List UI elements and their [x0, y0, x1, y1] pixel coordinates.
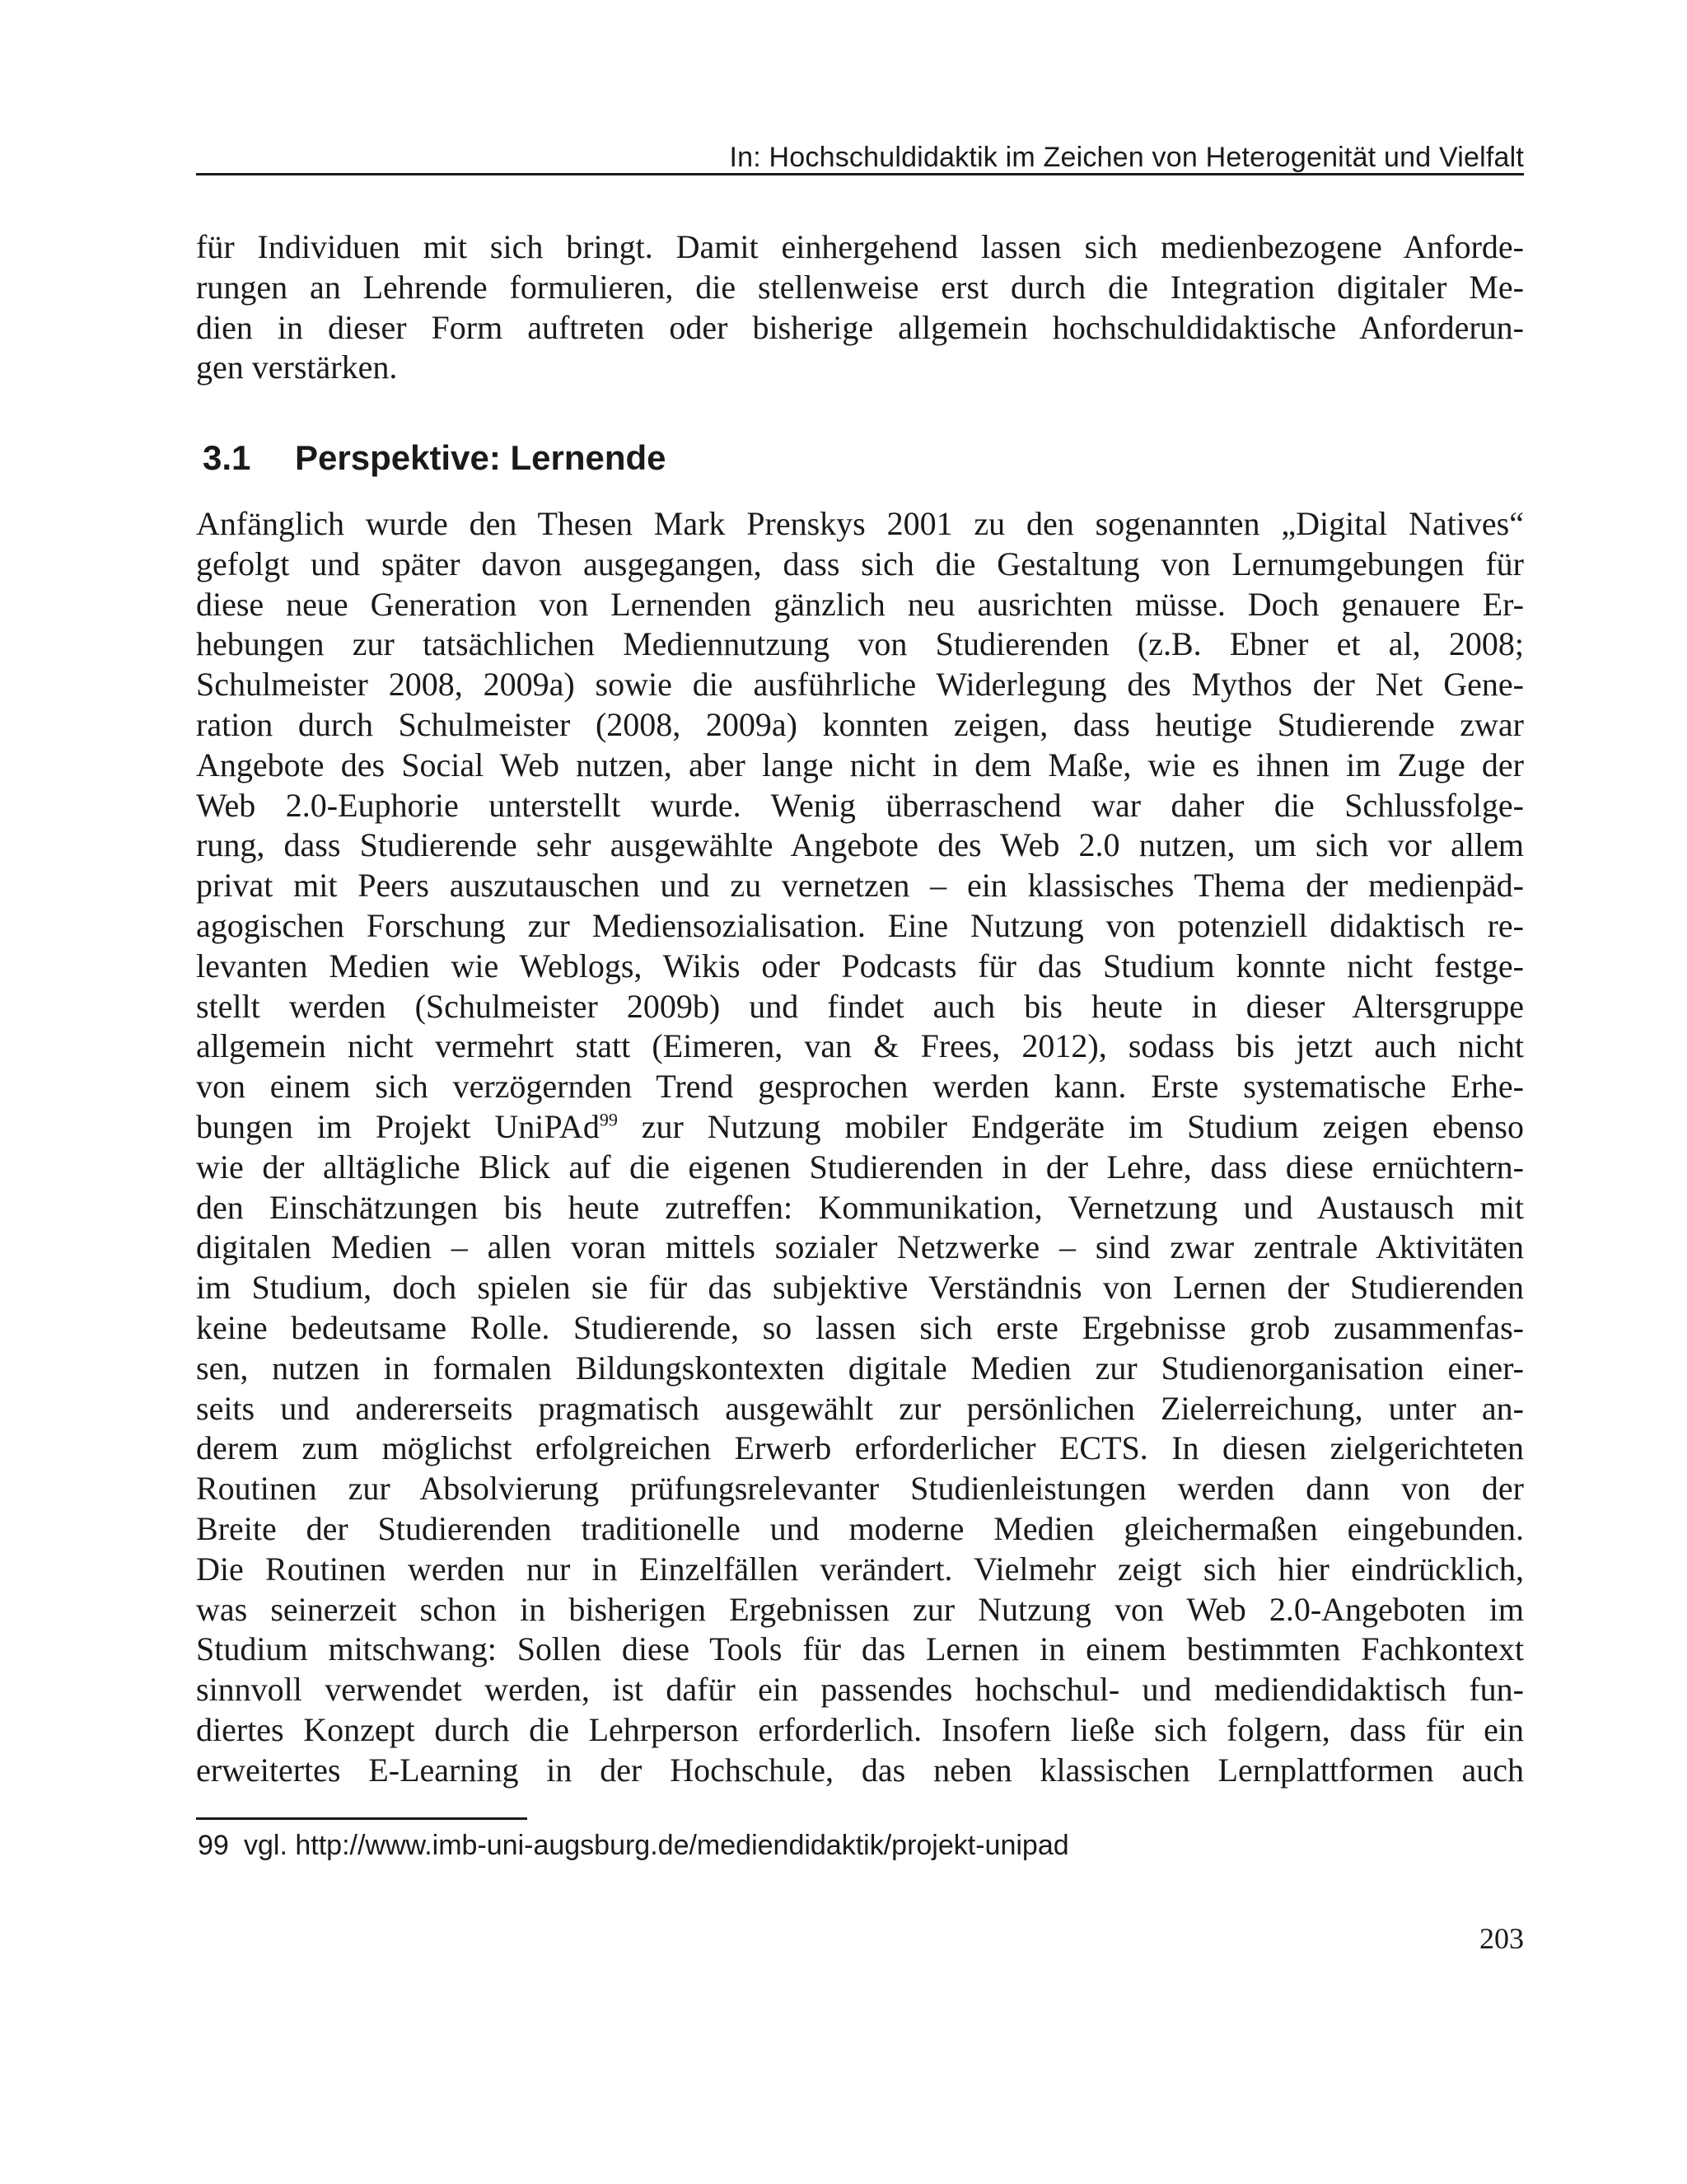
running-header: In: Hochschuldidaktik im Zeichen von Heterogenität und Vielfalt: [729, 142, 1524, 173]
text-line: hebungen zur tatsächlichen Mediennutzung von Studierenden (z.B. Ebner et al, 2008;: [196, 625, 1524, 663]
text-line: erweitertes E-Learning in der Hochschule, das neben klassischen Lernplattformen auch: [196, 1751, 1524, 1789]
text-line: rungen an Lehrende formulieren, die stellenweise erst durch die Integration digitaler Me-: [196, 268, 1524, 306]
text-line: gefolgt und später davon ausgegangen, dass sich die Gestaltung von Lernumgebungen für: [196, 545, 1524, 582]
text-line: im Studium, doch spielen sie für das subjektive Verständnis von Lernen der Studierenden: [196, 1269, 1524, 1307]
text-line: was seinerzeit schon in bisherigen Ergebnissen zur Nutzung von Web 2.0-Angeboten im: [196, 1590, 1524, 1628]
text-line: Anfänglich wurde den Thesen Mark Prenskys 2001 zu den sogenannten „Digital Natives“: [196, 505, 1524, 542]
text-line: dien in dieser Form auftreten oder bisherige allgemein hochschuldidaktische Anforderun-: [196, 308, 1524, 346]
text-line: Schulmeister 2008, 2009a) sowie die ausführliche Widerlegung des Mythos der Net Gene-: [196, 666, 1524, 704]
text-line-with-footnote: [196, 1107, 1524, 1148]
text-line: gen verstärken.: [196, 348, 398, 386]
text-line: levanten Medien wie Weblogs, Wikis oder Podcasts für das Studium konnte nicht festge-: [196, 947, 1524, 984]
text-line: ration durch Schulmeister (2008, 2009a) konnten zeigen, dass heutige Studierende zwar: [196, 705, 1524, 743]
text-line: seits und andererseits pragmatisch ausgewählt zur persönlichen Zielerreichung, unter an-: [196, 1389, 1524, 1427]
text-line: stellt werden (Schulmeister 2009b) und findet auch bis heute in dieser Altersgruppe: [196, 987, 1524, 1025]
text-line: sinnvoll verwendet werden, ist dafür ein passendes hochschul- und mediendidaktisch fun-: [196, 1671, 1524, 1709]
footnote: [198, 1827, 1069, 1864]
text-line: Angebote des Social Web nutzen, aber lange nicht in dem Maße, wie es ihnen im Zuge der: [196, 746, 1524, 783]
text-line: derem zum möglichst erfolgreichen Erwerb erforderlicher ECTS. In diesen zielgerichteten: [196, 1429, 1524, 1467]
text-line: für Individuen mit sich bringt. Damit einhergehend lassen sich medienbezogene Anforde-: [196, 228, 1524, 265]
footnote-link[interactable]: vgl. http://www.imb-uni-augsburg.de/mediendidaktik/projekt-unipad: [244, 1830, 1069, 1861]
text-line: agogischen Forschung zur Mediensozialisation. Eine Nutzung von potenziell didaktisch re-: [196, 906, 1524, 944]
text-line: sen, nutzen in formalen Bildungskontexten digitale Medien zur Studienorganisation einer-: [196, 1349, 1524, 1387]
text-line: keine bedeutsame Rolle. Studierende, so lassen sich erste Ergebnisse grob zusammenfas-: [196, 1308, 1524, 1346]
header-rule: [196, 173, 1524, 175]
text-line: Web 2.0-Euphorie unterstellt wurde. Wenig überraschend war daher die Schlussfolge-: [196, 786, 1524, 824]
text-line: Routinen zur Absolvierung prüfungsrelevanter Studienleistungen werden dann von der: [196, 1470, 1524, 1508]
intro-paragraph: [196, 227, 1524, 388]
section-heading: [203, 435, 666, 481]
page-number: 203: [1479, 1922, 1524, 1955]
text-fragment: bungen im Projekt UniPAd: [196, 1107, 600, 1145]
body-paragraph: [196, 504, 1524, 1791]
text-line: von einem sich verzögernden Trend gesprochen werden kann. Erste systematische Erhe-: [196, 1068, 1524, 1106]
section-title: Perspektive: Lernende: [295, 438, 666, 477]
text-line: den Einschätzungen bis heute zutreffen: Kommunikation, Vernetzung und Austausch mit: [196, 1188, 1524, 1226]
text-line: Studium mitschwang: Sollen diese Tools für das Lernen in einem bestimmten Fachkontext: [196, 1630, 1524, 1668]
text-line: diertes Konzept durch die Lehrperson erforderlich. Insofern ließe sich folgern, dass für ein: [196, 1710, 1524, 1748]
text-line: allgemein nicht vermehrt statt (Eimeren, van & Frees, 2012), sodass bis jetzt auch nicht: [196, 1027, 1524, 1065]
footnote-rule: [196, 1817, 527, 1820]
text-line: diese neue Generation von Lernenden gänzlich neu ausrichten müsse. Doch genauere Er-: [196, 585, 1524, 623]
section-number: 3.1: [203, 438, 251, 477]
text-line: rung, dass Studierende sehr ausgewählte Angebote des Web 2.0 nutzen, um sich vor allem: [196, 826, 1524, 864]
text-line: privat mit Peers auszutauschen und zu vernetzen – ein klassisches Thema der medienpäd-: [196, 867, 1524, 905]
text-fragment: zur Nutzung mobiler Endgeräte im Studium zeigen ebenso: [617, 1107, 1524, 1145]
footnote-number: 99: [198, 1830, 229, 1861]
text-line: digitalen Medien – allen voran mittels sozialer Netzwerke – sind zwar zentrale Aktivitäten: [196, 1228, 1524, 1266]
text-line: Breite der Studierenden traditionelle und moderne Medien gleichermaßen eingebunden.: [196, 1509, 1524, 1547]
text-line: Die Routinen werden nur in Einzelfällen verändert. Vielmehr zeigt sich hier eindrücklich,: [196, 1550, 1524, 1588]
footnote-marker[interactable]: 99: [599, 1109, 618, 1130]
text-line: wie der alltägliche Blick auf die eigenen Studierenden in der Lehre, dass diese ernüchtern-: [196, 1148, 1524, 1186]
